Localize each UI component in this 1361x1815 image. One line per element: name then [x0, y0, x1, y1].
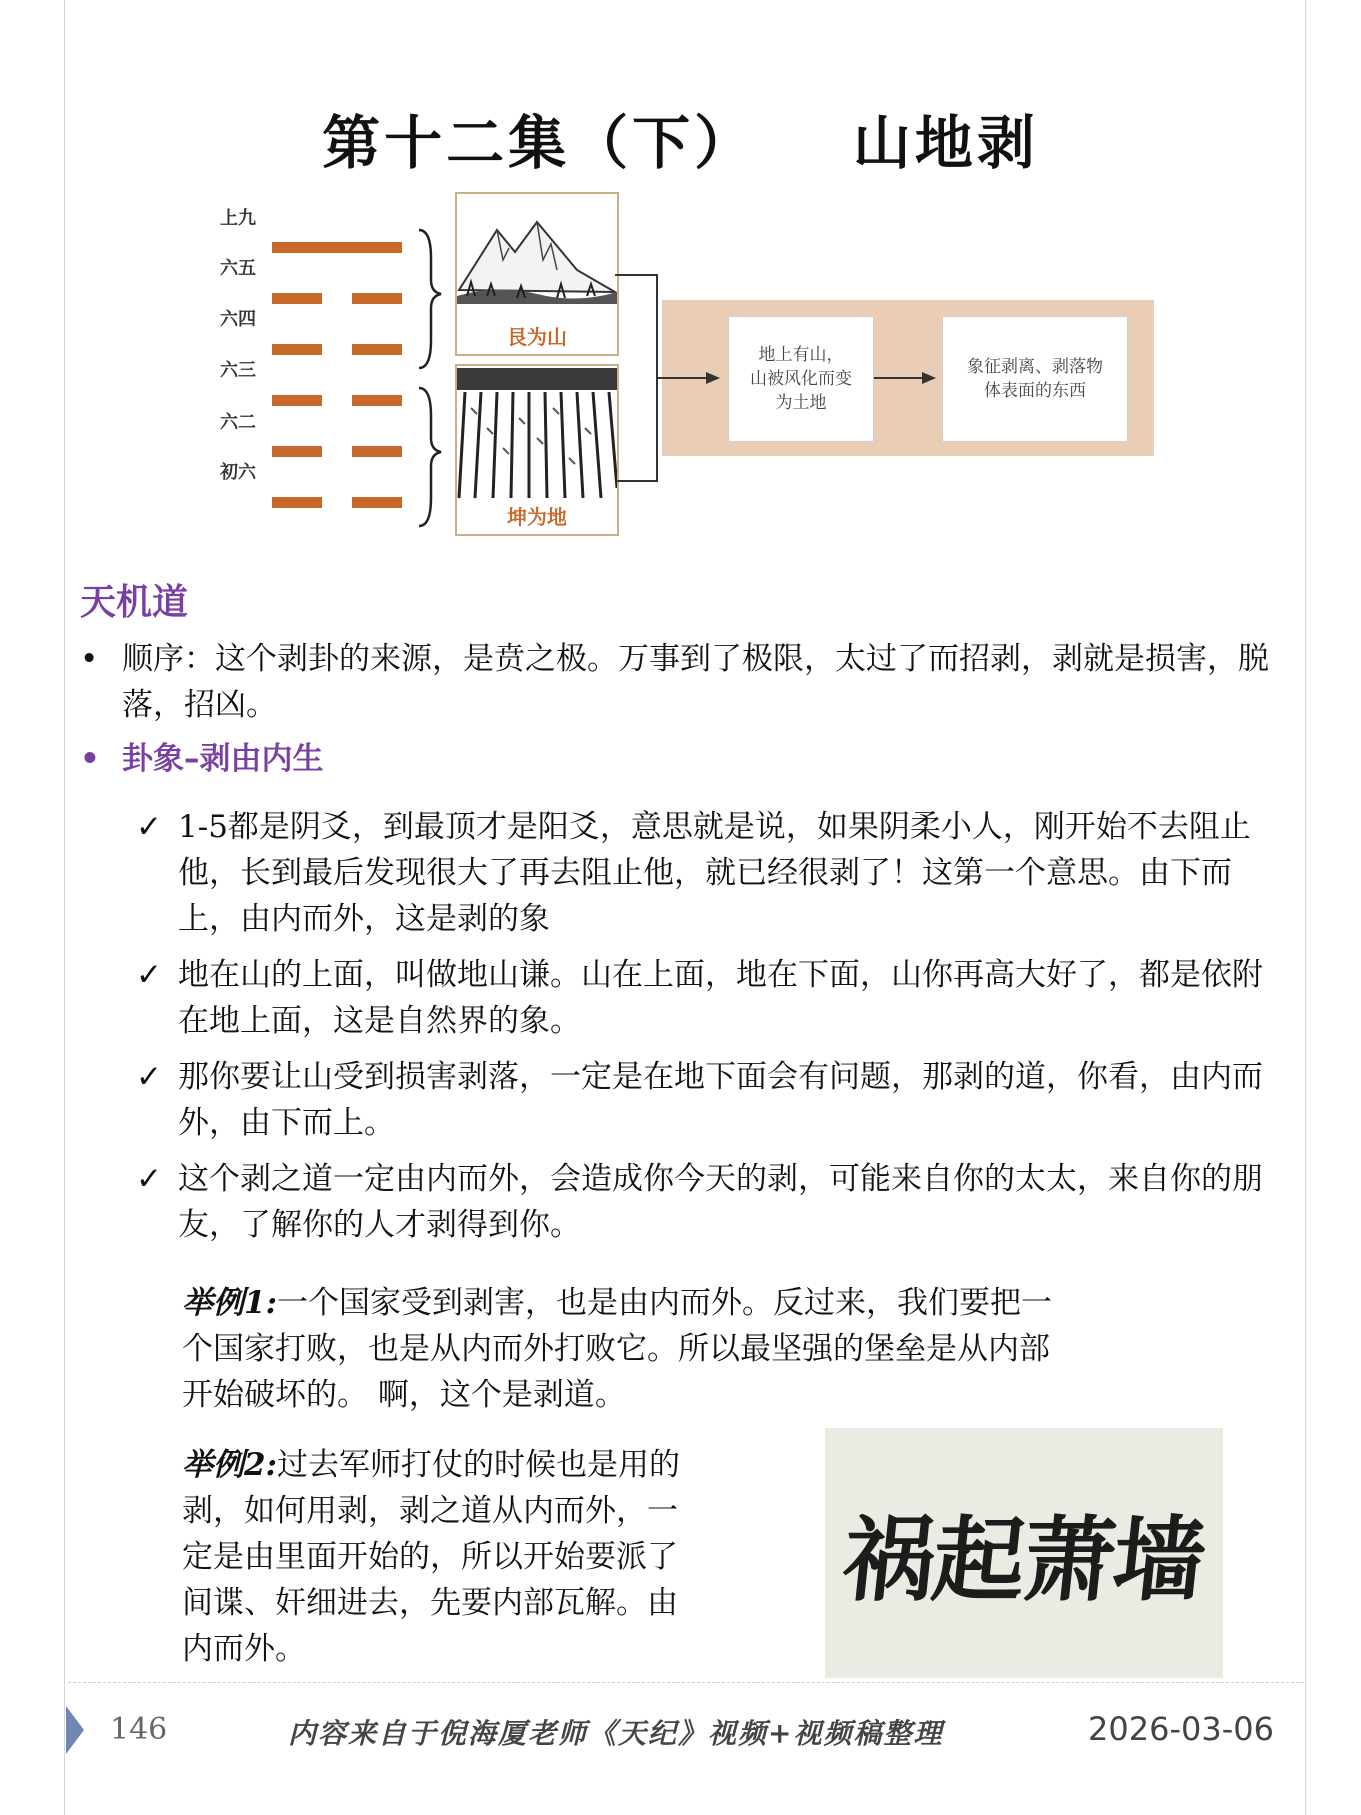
connector-line — [615, 274, 657, 276]
field-image — [455, 364, 619, 536]
calligraphy-image — [825, 1428, 1223, 1678]
example-2-line: 间谍、奸细进去，先要内部瓦解。由 — [182, 1585, 678, 1621]
check-text: 1-5都是阴爻，到最顶才是阳爻，意思就是说，如果阴柔小人，刚开始不去阻止他，长到最后发现很大了再去阻止他，就已经很剥了！这第一个意思。由下而上，由内而外，这是剥的象 — [178, 809, 1251, 937]
check-text: 地在山的上面，叫做地山谦。山在上面，地在下面，山你再高大好了，都是依附在地上面，这是自然界的象。 — [178, 957, 1263, 1039]
section-heading: 天机道 — [80, 582, 189, 623]
footer-date: 2026-03-06 — [1088, 1710, 1274, 1748]
yin-line-left — [272, 446, 322, 457]
bullet-item — [80, 736, 1270, 782]
yin-line-left — [272, 293, 322, 304]
hexagram-diagram — [210, 188, 1160, 568]
check-item — [136, 804, 1276, 942]
bullet-heading: 卦象–剥由内生 — [122, 741, 324, 777]
check-text: 这个剥之道一定由内而外，会造成你今天的剥，可能来自你的太太，来自你的朋友，了解你的人才剥得到你。 — [178, 1161, 1263, 1243]
bullet-item — [80, 636, 1270, 728]
flow-box-cause: 地上有山， 山被风化而变 为土地 — [728, 316, 874, 442]
yin-line-right — [352, 293, 402, 304]
arrow-line — [658, 377, 708, 379]
yin-line-left — [272, 497, 322, 508]
example-1 — [182, 1280, 1282, 1418]
page-border-left — [64, 0, 65, 1815]
upper-trigram-caption: 艮为山 — [507, 325, 567, 349]
calligraphy-text: 祸起萧墙 — [837, 1506, 1209, 1614]
example-1-line: 一个国家受到剥害，也是由内而外。反过来，我们要把一 — [277, 1285, 1053, 1321]
check-item — [136, 1054, 1276, 1146]
bullet-text: 顺序：这个剥卦的来源，是贲之极。万事到了极限，太过了而招剥，剥就是损害，脱落，招凶。 — [122, 641, 1269, 723]
example-1-line: 个国家打败，也是从内而外打败它。所以最坚强的堡垒是从内部 — [182, 1331, 1050, 1367]
line-label-1: 初六 — [220, 462, 256, 483]
bullet-icon: • — [80, 641, 99, 677]
example-2-line: 剥，如何用剥，剥之道从内而外，一 — [182, 1493, 678, 1529]
field-icon — [457, 368, 617, 500]
check-item — [136, 1156, 1276, 1248]
footer-credit: 内容来自于倪海厦老师《天纪》视频+视频稿整理 — [288, 1717, 944, 1750]
line-label-4: 六四 — [220, 309, 256, 330]
example-2 — [182, 1442, 822, 1672]
example-2-line: 定是由里面开始的，所以开始要派了 — [182, 1539, 678, 1575]
arrow-line — [874, 377, 924, 379]
yang-line — [272, 242, 402, 253]
yin-line-right — [352, 497, 402, 508]
page-title: 第十二集（下） 山地剥 — [322, 109, 1039, 177]
bullet-icon: • — [80, 741, 100, 777]
arrow-right-icon — [706, 372, 720, 384]
example-1-label: 举例1: — [182, 1285, 278, 1321]
example-2-label: 举例2: — [182, 1447, 278, 1483]
lower-trigram-caption: 坤为地 — [457, 501, 617, 530]
brace-icon — [415, 228, 445, 528]
footer-divider — [68, 1682, 1304, 1683]
yin-line-right — [352, 395, 402, 406]
line-label-top: 上九 — [220, 208, 256, 229]
example-2-line: 内而外。 — [182, 1631, 306, 1667]
line-label-3: 六三 — [220, 360, 256, 381]
check-item — [136, 952, 1276, 1044]
check-icon: ✓ — [136, 957, 162, 993]
check-text: 那你要让山受到损害剥落，一定是在地下面会有问题，那剥的道，你看，由内而外，由下而上。 — [178, 1059, 1263, 1141]
check-icon: ✓ — [136, 809, 162, 845]
connector-line — [615, 480, 657, 482]
example-1-line: 开始破坏的。 啊，这个是剥道。 — [182, 1377, 626, 1413]
line-label-2: 六二 — [220, 412, 256, 433]
flow-box-meaning: 象征剥离、剥落物 体表面的东西 — [942, 316, 1128, 442]
page-border-right — [1305, 0, 1306, 1815]
triangle-marker-icon — [66, 1706, 84, 1754]
example-2-line: 过去军师打仗的时候也是用的 — [277, 1447, 681, 1483]
yin-line-left — [272, 344, 322, 355]
check-icon: ✓ — [136, 1059, 162, 1095]
yin-line-right — [352, 344, 402, 355]
yin-line-right — [352, 446, 402, 457]
check-icon: ✓ — [136, 1161, 162, 1197]
mountain-image — [455, 192, 619, 356]
mountain-icon — [457, 200, 617, 320]
arrow-right-icon — [922, 372, 936, 384]
page-number: 146 — [110, 1712, 168, 1747]
yin-line-left — [272, 395, 322, 406]
line-label-5: 六五 — [220, 258, 256, 279]
